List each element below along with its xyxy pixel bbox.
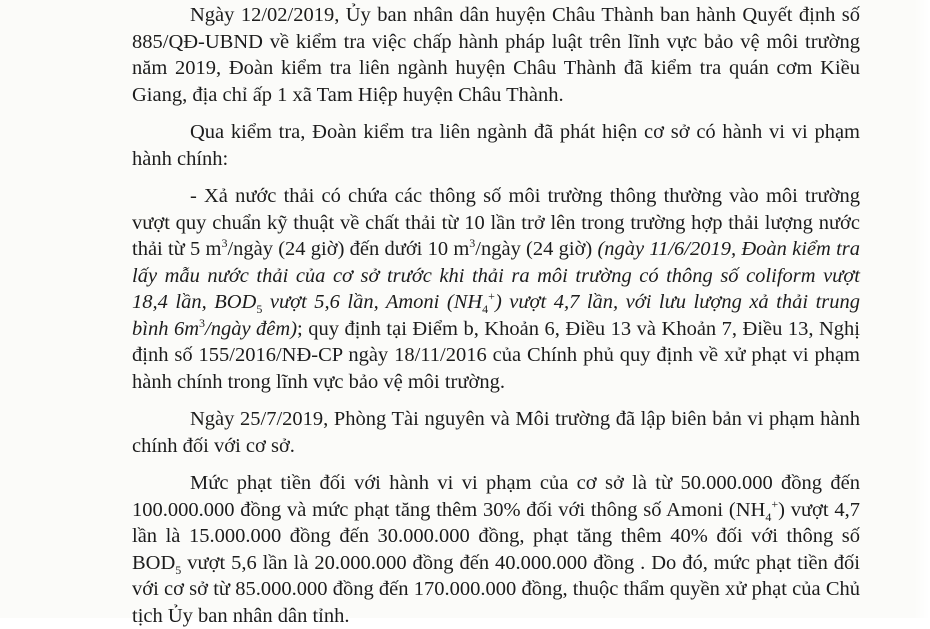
- paragraph-decision: Ngày 12/02/2019, Ủy ban nhân dân huyện Châu Thành ban hành Quyết định số 885/QĐ-UBND về kiểm tra việc chấp hành pháp luật trên lĩnh vực bảo vệ môi trường năm 2019, Đoàn kiểm tra liên ngành huyện Châu Thành đã kiểm tra quán cơm Kiều Giang, địa chỉ ấp 1 xã Tam Hiệp huyện Châu Thành.: [132, 4, 860, 106]
- superscript-plus: +: [771, 496, 779, 511]
- superscript-3: 3: [221, 236, 228, 251]
- superscript-plus: +: [488, 289, 495, 304]
- paragraph-violation-detail: [132, 183, 860, 395]
- sampling-note-1: (ngày 11/6/2019, Đoàn kiểm tra lấy mẫu nước thải của cơ sở trước khi thải ra môi trường có thông số coliform vượt 18,4 lần, BOD: [132, 238, 860, 313]
- superscript-3: 3: [469, 236, 476, 251]
- sampling-note-2: vượt 5,6 lần, Amoni (NH: [262, 291, 483, 313]
- penalty-text-1: Mức phạt tiền đối với hành vi vi phạm của cơ sở là từ 50.000.000 đồng đến 100.000.000 đồng và mức phạt tăng thêm 30% đối với thông số Amoni (NH: [132, 472, 860, 521]
- paragraph-inspection-finding: Qua kiểm tra, Đoàn kiểm tra liên ngành đã phát hiện cơ sở có hành vi vi phạm hành chính:: [132, 121, 860, 170]
- violation-text-4: ; quy định tại Điểm b, Khoản 6, Điều 13 và Khoản 7, Điều 13, Nghị định số 155/2016/NĐ-CP ngày 18/11/2016 của Chính phủ quy định về xử phạt vi phạm hành chính trong lĩnh vực bảo vệ môi trường.: [132, 317, 861, 393]
- superscript-3: 3: [199, 315, 205, 330]
- sampling-note-3: ) vượt 4,7 lần, với lưu lượng xả thải trung bình 6m: [132, 291, 861, 340]
- penalty-text-3: vượt 5,6 lần là 20.000.000 đồng đến 40.000.000 đồng . Do đó, mức phạt tiền đối với cơ sở từ 85.000.000 đồng đến 170.000.000 đồng, thuộc thẩm quyền xử phạt của Chủ tịch Ủy ban nhân dân tỉnh.: [132, 551, 860, 627]
- subscript-5: 5: [175, 562, 182, 577]
- scan-edge: [914, 0, 930, 618]
- sampling-note-4: /ngày đêm): [205, 317, 298, 340]
- subscript-5: 5: [256, 302, 263, 317]
- subscript-4: 4: [482, 302, 489, 317]
- violation-text-3: /ngày (24 giờ): [475, 238, 598, 260]
- penalty-text-2: ) vượt 4,7 lần là 15.000.000 đồng đến 30.000.000 đồng, phạt tăng thêm 40% đối với thông số BOD: [132, 498, 860, 574]
- document-body: [132, 2, 860, 629]
- violation-text-2: /ngày (24 giờ) đến dưới 10 m: [227, 238, 470, 260]
- paragraph-penalty: [132, 470, 860, 629]
- subscript-4: 4: [765, 509, 772, 524]
- paragraph-record: Ngày 25/7/2019, Phòng Tài nguyên và Môi trường đã lập biên bản vi phạm hành chính đối với cơ sở.: [132, 408, 860, 457]
- violation-text-1: - Xả nước thải có chứa các thông số môi trường thông thường vào môi trường vượt quy chuẩn kỹ thuật về chất thải từ 10 lần trở lên trong trường hợp thải lượng nước thải từ 5 m: [132, 185, 860, 260]
